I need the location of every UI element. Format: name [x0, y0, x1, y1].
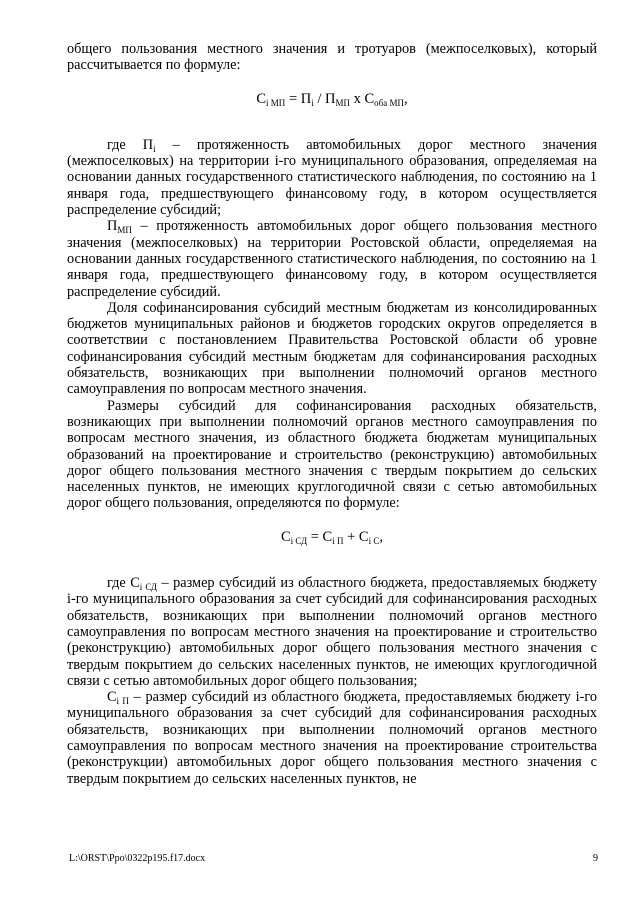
formula-cisd: $C_{i СД} = C_{i П} + C_{i С}$,	[281, 528, 383, 546]
paragraph-gde-csd: где $C_{i СД}$ – размер субсидий из областного бюджета, предоставляемых бюджету i-го муниципального образования за счет субсидий для софинансирования расходных обязательств, возникающих при выполнении полномочий органов местного самоуправления по вопросам местного значения на проектирование и строительство (реконструкцию) автомобильных дорог общего пользования местного значения с твердым покрытием до сельских населенных пунктов, не имеющих круглогодичной связи с сетью автомобильных дорог общего пользования;	[67, 575, 597, 689]
formula-cimp: $C_{i МП} = П_i / П_{МП}$ x $C_{оба МП}$,	[256, 90, 408, 108]
paragraph-pmp: $П_{МП}$ – протяженность автомобильных дорог общего пользования местного значения (межпоселковых) на территории Ростовской области, определяемая на основании данных государственного статистического наблюдения, по состоянию на 1 января года, предшествующего финансовому году, в котором осуществляется распределение субсидий.	[67, 218, 597, 300]
intro-paragraph: общего пользования местного значения и тротуаров (межпоселковых), который рассчитывается по формуле:	[67, 41, 597, 74]
paragraph-dolya: Доля софинансирования субсидий местным бюджетам из консолидированных бюджетов муниципальных районов и бюджетов городских округов определяется в соответствии с постановлением Правительства Ростовской области об уровне софинансирования субсидий местным бюджетам для софинансирования расходных обязательств, возникающих при выполнении полномочий органов местного самоуправления по вопросам местного значения.	[67, 299, 597, 398]
page-footer	[69, 853, 598, 865]
page-number: 9	[593, 853, 598, 864]
paragraph-cip: $C_{i П}$ – размер субсидий из областного бюджета, предоставляемых бюджету i-го муниципального образования за счет субсидий для софинансирования расходных обязательств, возникающих при выполнении полномочий органов местного самоуправления по вопросам местного значения на проектирование строительства (реконструкции) автомобильных дорог общего пользования местного значения с твердым покрытием до сельских населенных пунктов, не	[67, 689, 597, 787]
document-body	[67, 41, 597, 787]
file-path: L:\ORST\Ppo\0322p195.f17.docx	[69, 853, 206, 864]
paragraph-razmery: Размеры субсидий для софинансирования расходных обязательств, возникающих при выполнении полномочий органов местного самоуправления по вопросам местного значения, из областного бюджета бюджетам муниципальных образований на проектирование и строительство (реконструкцию) автомобильных дорог общего пользования местного значения с твердым покрытием до сельских населенных пунктов, не имеющих круглогодичной связи с сетью автомобильных дорог общего пользования, определяются по формуле:	[67, 397, 597, 512]
paragraph-gde-pi: где $П_i$ – протяженность автомобильных дорог местного значения (межпоселковых) на территории i-го муниципального образования, определяемая на основании данных государственного статистического наблюдения, по состоянию на 1 января года, предшествующего финансовому году, в котором осуществляется распределение субсидий;	[67, 136, 598, 219]
